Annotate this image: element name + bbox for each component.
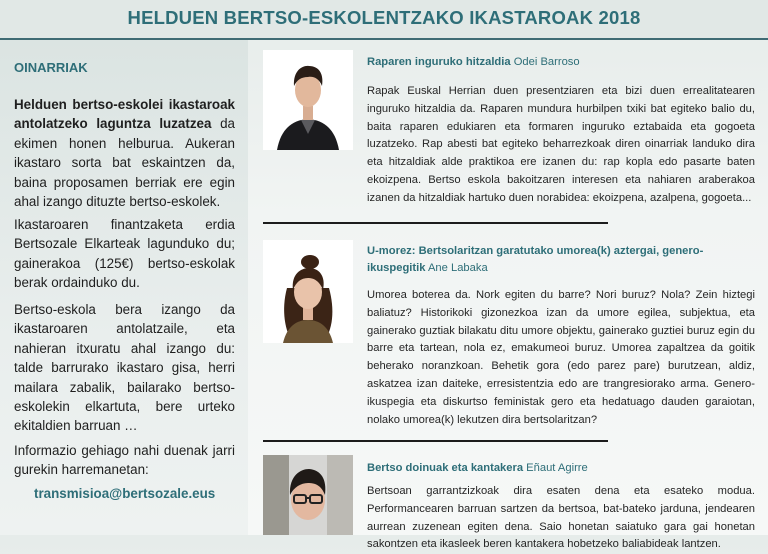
entry-speaker-2: Ane Labaka xyxy=(427,262,488,274)
entry-title-3 xyxy=(367,460,588,477)
entry-title-1 xyxy=(367,54,580,71)
contact-email-link[interactable]: transmisioa@bertsozale.eus xyxy=(34,486,216,501)
entry-text-2: Umorea boterea da. Nork egiten du barre? Nori buruz? Nola? Zein hiztegi baliatuz? Historikoki gizonezkoa izan da umore egilea, subjektua, eta gainerako guztiak bilakatu ditu umore objektu, gainerako guztiei buruz egin du barre eta tartean, nola ez, emakumeoi buruz. Umorea zapaltzea da goitik beherako noranzkoan. Behetik gora (edo parez pare) burutzean, aldiz, askatzea izan daiteke, erresistentzia edo are trangresiorako arma. Genero-ikuspegia eta diskurtso feministak gero eta hedatuago dauden garaiotan, nolako umorea(k) lekutzen dira bertsolaritzan? xyxy=(367,289,755,426)
speaker-photo-enaut xyxy=(263,455,353,535)
entry-speaker-3: Eñaut Agirre xyxy=(526,462,588,474)
entry-text-3: Bertsoan garrantzizkoak dira esaten dena eta esateko modua. Performancearen barruan sartzen da bertsoa, bat-bateko jarduna, jendearen aurrean zuzenean egiten dena. Saio honetan saiatuko gara gai honetan sakontzen eta ikasleek beren kantakera hobetzeko baliabideak lantzen. xyxy=(367,485,755,551)
intro-rest: da ekimen honen helburua. Aukeran ikastaro sorta bat eskaintzen da, baina proposamen berriak ere egin ahal izango dituzte bertso-eskolek. xyxy=(14,116,235,210)
entry-title-2 xyxy=(367,243,727,277)
entry-talk-title-3: Bertso doinuak eta kantakera xyxy=(367,462,524,474)
intro-paragraph xyxy=(14,95,235,211)
entry-speaker-1: Odei Barroso xyxy=(513,56,580,68)
speaker-photo-ane xyxy=(263,240,353,343)
entry-separator-2 xyxy=(263,440,608,442)
entry-separator-1 xyxy=(263,222,608,224)
page-title: HELDUEN BERTSO-ESKOLENTZAKO IKASTAROAK 2018 xyxy=(127,7,641,28)
intro-bold: Helduen bertso-eskolei ikastaroak antolatzeko laguntza luzatzea xyxy=(14,97,235,132)
entry-text-1: Rapak Euskal Herrian duen presentziaren eta bizi duen errealitatearen inguruko hitzaldia da. Raparen mundura hurbilpen txiki bat egiteko balio du, baita raparen edukiaren eta formaren inguruko eztabaida eta gogoeta luzatzeko. Rap abesti bat egiteko beharrezkoak diren oinarriak landuko dira eta hitzaldiak alde praktikoa ere izanen du: rap kopla edo pasarte baten ekoizpena. Bertso eskola bakoitzaren interesen eta nahiaren araberakoa izanen da hitzaldiak hartuko duen norabidea: ekoizpena, azalpena, gogoeta... xyxy=(367,85,755,204)
page-header xyxy=(0,0,768,40)
speaker-photo-odei xyxy=(263,50,353,150)
funding-paragraph: Ikastaroaren finantzaketa erdia Bertsozale Elkarteak lagunduko du; gainerakoa (125€) bertso-eskolak berak ordainduko du. xyxy=(14,217,235,291)
entry-talk-title-2: U-morez: Bertsolaritzan garatutako umorea(k) aztergai, genero-ikuspegitik xyxy=(367,245,704,274)
entry-talk-title-1: Raparen inguruko hitzaldia xyxy=(367,56,511,68)
contact-paragraph: Informazio gehiago nahi duenak jarri gurekin harremanetan: xyxy=(14,443,235,478)
section-title: OINARRIAK xyxy=(14,60,88,75)
organization-paragraph: Bertso-eskola bera izango da ikastaroaren antolatzaile, eta nahieran itxuratu ahal izango du: talde barrurako ikastaro gisa, herri mailara zabalik, bailarako bertso-eskolekin elkartuta, bere urteko ekitaldien barruan … xyxy=(14,302,235,434)
